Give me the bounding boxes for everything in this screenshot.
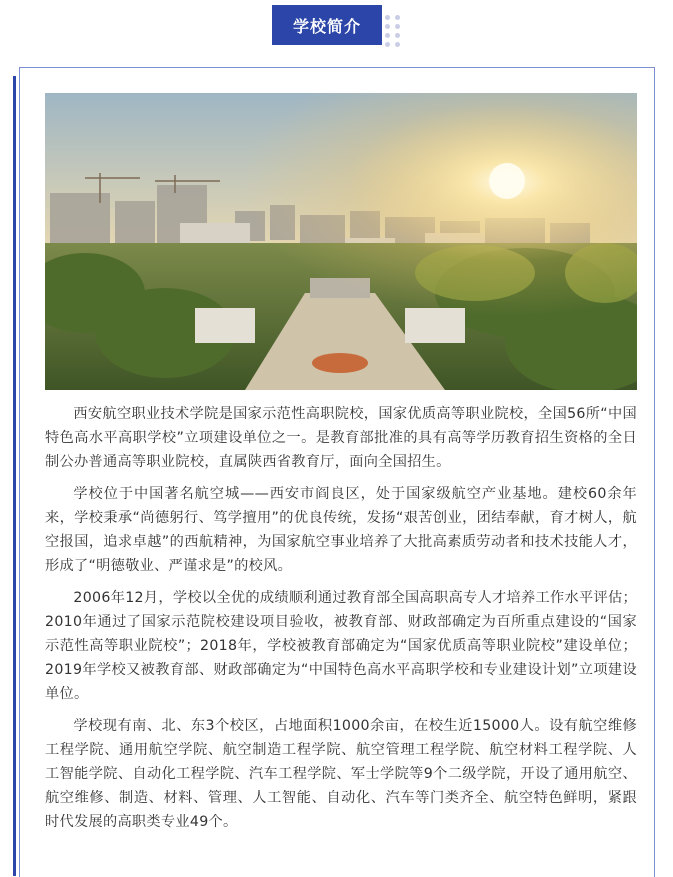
card-accent-bar	[13, 76, 16, 876]
paragraph-intro: 西安航空职业技术学院是国家示范性高职院校，国家优质高等职业院校，全国56所“中国特色高水平高职学校”立项建设单位之一。是教育部批准的具有高等学历教育招生资格的全日制公办普通高等职业院校，直属陕西省教育厅，面向全国招生。	[45, 406, 637, 470]
paragraph-campus: 学校现有南、北、东3个校区，占地面积1000余亩，在校生近15000人。设有航空维修工程学院、通用航空学院、航空制造工程学院、航空管理工程学院、航空材料工程学院、人工智能学院、自动化工程学院、汽车工程学院、军士学院等9个二级学院，开设了通用航空、航空维修、制造、材料、管理、人工智能、自动化、汽车等门类齐全、航空特色鲜明，紧跟时代发展的高职类专业49个。	[45, 718, 637, 830]
section-title: 学校简介	[272, 5, 382, 45]
paragraph-location: 学校位于中国著名航空城——西安市阎良区，处于国家级航空产业基地。建校60余年来，学校秉承“尚德躬行、笃学擅用”的优良传统，发扬“艰苦创业，团结奉献，育才树人，航空报国，追求卓越”的西航精神，为国家航空事业培养了大批高素质劳动者和技术技能人才，形成了“明德敬业、严谨求是”的校风。	[45, 486, 637, 574]
campus-photo	[45, 93, 637, 390]
paragraph-history: 2006年12月，学校以全优的成绩顺利通过教育部全国高职高专人才培养工作水平评估；2010年通过了国家示范院校建设项目验收，被教育部、财政部确定为百所重点建设的“国家示范性高等职业院校”；2018年，学校被教育部确定为“国家优质高等职业院校”建设单位；2019年学校又被教育部、财政部确定为“中国特色高水平高职学校和专业建设计划”立项建设单位。	[45, 590, 637, 702]
decorative-dots	[385, 15, 401, 49]
section-header	[0, 5, 673, 45]
intro-text	[45, 402, 637, 842]
